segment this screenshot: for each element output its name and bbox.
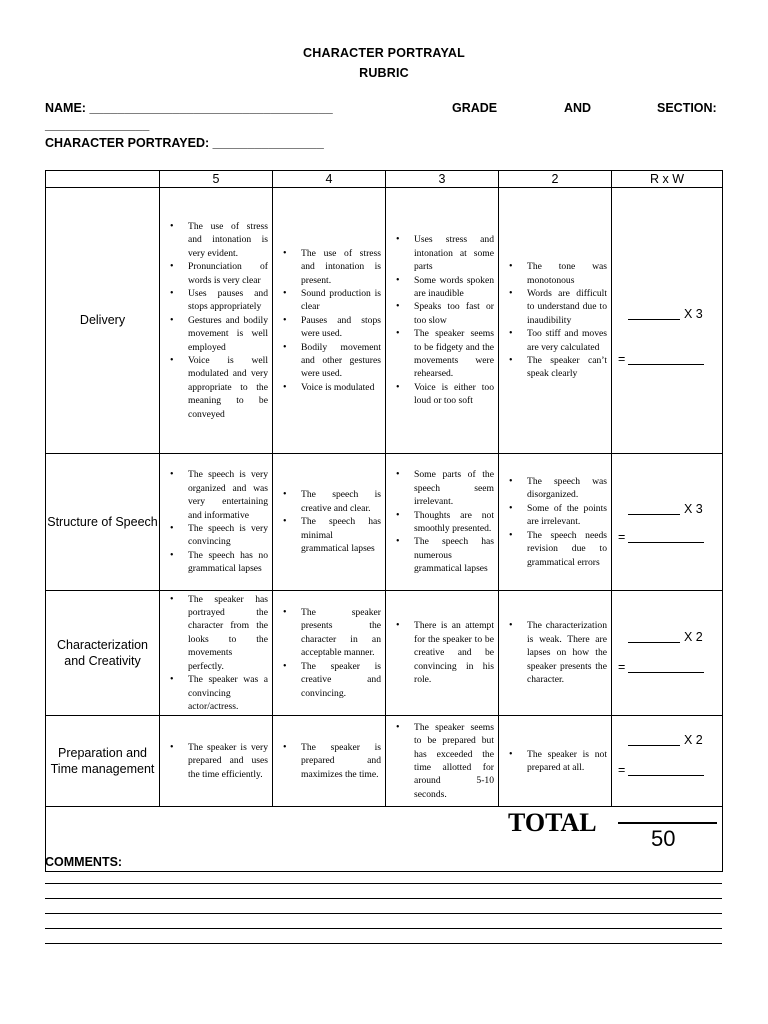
criterion-label: Delivery [46,188,160,454]
rating-blank[interactable] [628,745,680,746]
comment-line[interactable] [45,943,722,944]
descriptor-item: • The use of stress and intonation is very evident. [162,220,268,260]
descriptor-item: • Gestures and bodily movement is well employed [162,314,268,354]
descriptor-item: • The speaker is prepared and maximizes the time. [275,741,381,781]
product-blank[interactable] [628,672,704,673]
weight-multiplier: X 2 [684,733,703,747]
header-score-4: 4 [273,171,386,188]
rubric-row [46,716,723,807]
rating-blank[interactable] [628,514,680,515]
rxw-cell [612,188,723,454]
descriptor-item: • The characterization is weak. There are lapses on how the speaker presents the character. [501,619,607,686]
score-2-descriptor [499,188,612,454]
descriptor-item: • Sound production is clear [275,287,381,314]
descriptor-item: • The speaker is not prepared at all. [501,748,607,775]
descriptor-item: • Voice is either too loud or too soft [388,381,494,408]
score-2-descriptor [499,454,612,591]
criterion-label: Characterization and Creativity [46,591,160,716]
score-3-descriptor [386,716,499,807]
section-label: SECTION: [657,101,717,115]
header-score-3: 3 [386,171,499,188]
rating-blank[interactable] [628,642,680,643]
score-5-descriptor [160,716,273,807]
descriptor-item: • The speech has minimal grammatical lapses [275,515,381,555]
product-blank[interactable] [628,364,704,365]
weight-multiplier: X 2 [684,630,703,644]
descriptor-item: • The speech has no grammatical lapses [162,549,268,576]
rubric-row [46,454,723,591]
rxw-cell [612,591,723,716]
score-3-descriptor [386,591,499,716]
score-4-descriptor [273,188,386,454]
score-5-descriptor [160,188,273,454]
descriptor-item: • Uses pauses and stops appropriately [162,287,268,314]
rxw-cell [612,716,723,807]
descriptor-item: • The tone was monotonous [501,260,607,287]
descriptor-item: • Voice is modulated [275,381,381,394]
score-3-descriptor [386,188,499,454]
score-4-descriptor [273,454,386,591]
equals-sign: = [618,352,626,366]
document-title-line1: CHARACTER PORTRAYAL [303,46,465,60]
descriptor-item: • The speech needs revision due to grammatical errors [501,529,607,569]
comments-label: COMMENTS: [45,855,123,869]
score-5-descriptor [160,591,273,716]
descriptor-item: • Thoughts are not smoothly presented. [388,509,494,536]
comment-line[interactable] [45,913,722,914]
grade-label: GRADE [452,101,498,115]
total-cell [46,807,723,872]
total-row [46,807,723,872]
rubric-row [46,591,723,716]
equals-sign: = [618,660,626,674]
descriptor-item: • The speaker presents the character in an acceptable manner. [275,606,381,660]
rating-blank[interactable] [628,319,680,320]
descriptor-item: • The speech is creative and clear. [275,488,381,515]
comment-line[interactable] [45,883,722,884]
and-label: AND [564,101,592,115]
descriptor-item: • The speaker is creative and convincing. [275,660,381,700]
descriptor-item: • Speaks too fast or too slow [388,300,494,327]
rubric-table [45,170,723,872]
descriptor-item: • There is an attempt for the speaker to be creative and be convincing in his role. [388,619,494,686]
descriptor-item: • Bodily movement and other gestures were used. [275,341,381,381]
product-blank[interactable] [628,542,704,543]
descriptor-item: • The speech is very convincing [162,522,268,549]
score-2-descriptor [499,716,612,807]
equals-sign: = [618,530,626,544]
total-label: TOTAL [508,808,597,837]
descriptor-item: • Pauses and stops were used. [275,314,381,341]
descriptor-item: • Some parts of the speech seem irrelevant. [388,468,494,508]
comment-line[interactable] [45,928,722,929]
product-blank[interactable] [628,775,704,776]
descriptor-item: • The speaker was a convincing actor/actress. [162,673,268,713]
header-criterion [46,171,160,188]
name-field-label[interactable]: NAME: ___________________________________ [45,101,333,115]
descriptor-item: • Too stiff and moves are very calculated [501,327,607,354]
weight-multiplier: X 3 [684,307,703,321]
table-header-row [46,171,723,188]
criterion-label: Structure of Speech [46,454,160,591]
section-field-blank[interactable]: _______________ [45,118,150,132]
header-score-2: 2 [499,171,612,188]
weight-multiplier: X 3 [684,502,703,516]
descriptor-item: • The speaker has portrayed the character from the looks to the movements perfectly. [162,593,268,673]
descriptor-item: • The speaker seems to be fidgety and the movements were rehearsed. [388,327,494,381]
descriptor-item: • The speaker can’t speak clearly [501,354,607,381]
descriptor-item: • The speech was disorganized. [501,475,607,502]
descriptor-item: • The speaker seems to be prepared but has exceeded the time allotted for around 5-10 seconds. [388,721,494,801]
descriptor-item: • Some of the points are irrelevant. [501,502,607,529]
score-3-descriptor [386,454,499,591]
rxw-cell [612,454,723,591]
total-score-line[interactable] [618,822,717,824]
descriptor-item: • Uses stress and intonation at some parts [388,233,494,273]
descriptor-item: • Words are difficult to understand due to inaudibility [501,287,607,327]
header-score-5: 5 [160,171,273,188]
score-4-descriptor [273,716,386,807]
score-4-descriptor [273,591,386,716]
score-2-descriptor [499,591,612,716]
equals-sign: = [618,763,626,777]
total-max-value: 50 [651,826,676,851]
descriptor-item: • The speaker is very prepared and uses the time efficiently. [162,741,268,781]
character-portrayed-field[interactable]: CHARACTER PORTRAYED: ________________ [45,136,324,150]
descriptor-item: • Pronunciation of words is very clear [162,260,268,287]
descriptor-item: • Voice is well modulated and very appropriate to the meaning to be conveyed [162,354,268,421]
descriptor-item: • The speech is very organized and was very entertaining and informative [162,468,268,522]
descriptor-item: • The speech has numerous grammatical lapses [388,535,494,575]
score-5-descriptor [160,454,273,591]
comment-line[interactable] [45,898,722,899]
header-rxw: R x W [612,171,723,188]
document-title-line2: RUBRIC [359,66,409,80]
descriptor-item: • The use of stress and intonation is present. [275,247,381,287]
criterion-label: Preparation and Time management [46,716,160,807]
rubric-row [46,188,723,454]
descriptor-item: • Some words spoken are inaudible [388,274,494,301]
